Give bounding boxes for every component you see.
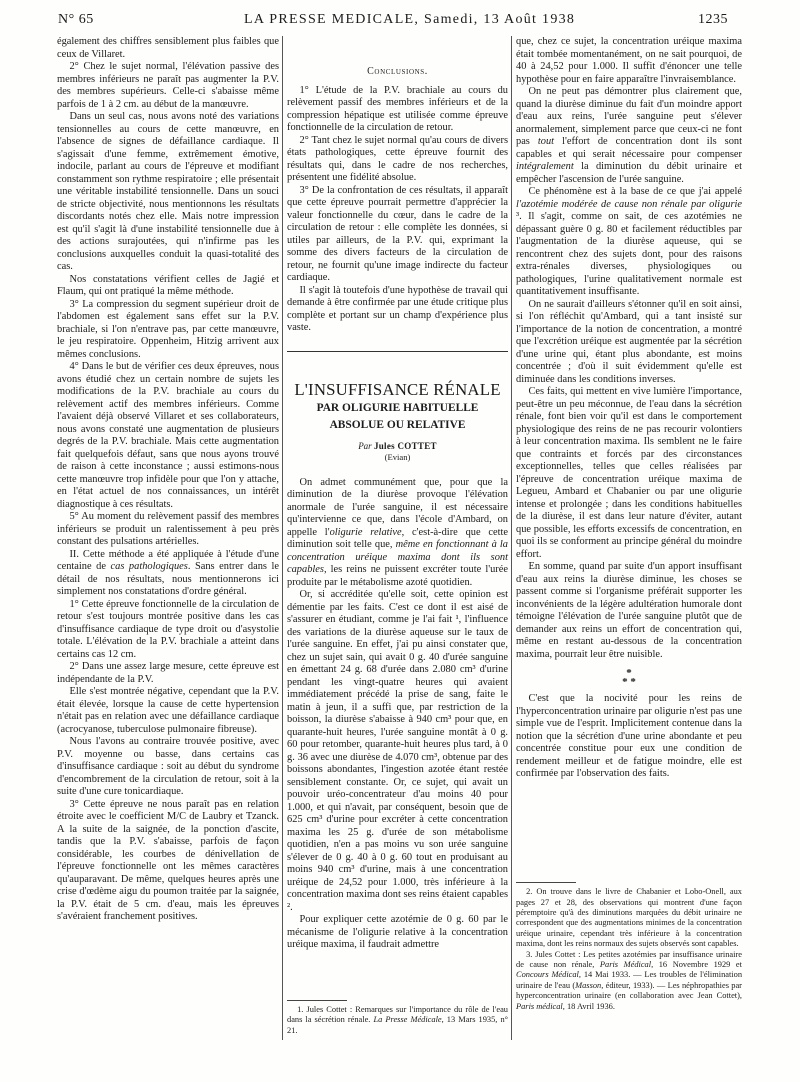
italic-text: Paris médical xyxy=(516,1001,563,1011)
conclusion-item xyxy=(287,85,508,135)
author-byline xyxy=(287,440,508,452)
section-rule xyxy=(287,351,508,352)
text-run: Ce phénomène est à la base de ce que j'ai appelé xyxy=(528,186,742,197)
paragraph xyxy=(57,299,279,362)
paragraph xyxy=(57,111,279,274)
text-run: 2° Chez le sujet normal, l'élévation passive des membres inférieurs ne paraît pas augmenter la P.V. des membres supérieurs. Celle-ci s'abaisse même parfois de 1 à 2 cm. au début de la manœuvre. xyxy=(57,61,279,110)
asterisks: * * xyxy=(622,676,636,688)
column-left xyxy=(57,36,279,924)
italic-text: tout xyxy=(537,136,555,147)
conclusion-item xyxy=(287,285,508,335)
text-run: 2° Dans une assez large mesure, cette épreuve est indépendante de la P.V. xyxy=(57,661,279,685)
text-run: Or, si accréditée qu'elle soit, cette opinion est démentie par les faits. C'est ce dont il est aisé de s'assurer en étudiant, comme je l'ai fait ¹, l'influence des variations de la diurèse aqueuse sur le taux de l'urée sanguine. En effet, j'ai pu ainsi constater que, chez un sujet sain, qui avait 0 g. 40 d'urée sanguine en émettant 24 g. 68 d'urée dans 2.080 cm³ d'urine pendant les vingt-quatre heures qui avaient immédiatement précédé la prise de sang, faite le matin à jeun, il a suffi que, par restriction de la boisson, la diurèse s'abaisse à 940 cm³ pour que, en quarante-huit heures, l'urée sanguine montât à 0 g. 60 pour retomber, quarante-huit heures plus tard, à 0 g. 36 avec une diurèse de 4.070 cm³, obtenue par des boissons abondantes, l'ingestion azotée étant restée sensiblement constante. Or, ce sujet, qui avait un pouvoir uréo-concentrateur d'au moins 40 pour 1.000, et qui n'avait, par conséquent, besoin que de 625 cm³ d'urine pour excréter à cette concentration maxima les 25 g. d'urée de son métabolisme quotidien, n'en a pas moins vu son urée sanguine s'élever de 0 g. 40 à 0 g. 60 tout en produisant au moins 940 cm³ d'urine, mais à une concentration uréique de 24,52 pour 1.000, très inférieure à la concentration maxima dont ses reins étaient capables ². xyxy=(287,589,508,913)
paragraph xyxy=(57,274,279,299)
author-affiliation: (Evian) xyxy=(384,451,411,462)
column-rule xyxy=(282,36,283,1040)
column-middle xyxy=(287,36,508,1036)
paragraph xyxy=(57,361,279,511)
text-run: , 13 Mars 1935, n° 21. xyxy=(287,1015,508,1035)
text-run: Ces faits, qui mettent en vive lumière l'importance, peut-être un peu méconnue, de l'eau dans la sécrétion rénale, font bien voir qu'il est dans le comportement physiologique des reins de ne pas recourir volontiers à leur concentration maxima. Ils semblent ne le faire que contraints et forcés par des circonstances exceptionnelles, telles que celles réalisées par l'épreuve de concentration uréique maxima de Legueu, Ambard et Chabanier ou par une oligurie intense et prolongée ; dans les conditions habituelles de la diurèse, il est dans leur nature d'éviter, autant que possible, les efforts excessifs de concentration, en quoi ils se conforment au principe général du moindre effort. xyxy=(516,386,742,560)
paragraph xyxy=(516,561,742,661)
text-run: 3. Jules Cottet : Les petites azotémies par insuffisance urinaire de cause non rénale, xyxy=(516,949,742,969)
paragraph xyxy=(516,386,742,561)
italic-text: oligurie relative xyxy=(329,526,402,538)
paragraph xyxy=(57,599,279,662)
text-run: , 14 Mai 1933. — Les troubles de l'élimination urinaire de l'eau ( xyxy=(516,970,743,990)
article-title: L'INSUFFISANCE RÉNALE xyxy=(294,379,501,399)
text-run: On ne peut pas démontrer plus clairement que, quand la diurèse diminue du fait d'un moindre apport d'eau aux reins, l'urée sanguine peut s'élever anormalement, simplement parce que ceux-ci ne font pas xyxy=(516,86,742,147)
text-run: En somme, quand par suite d'un apport insuffisant d'eau aux reins la diurèse diminue, les choses se passent comme si l'organisme préférait supporter les inconvénients de la légère adultération humorale dont témoigne l'élévation de l'urée sanguine plutôt que de demander aux reins un effort de concentration qui, même en restant au-dessous de la concentration maxima, pourrait leur être nuisible. xyxy=(516,561,742,660)
text-run: Il s'agit là toutefois d'une hypothèse de travail qui demande à être confirmée par une étude critique plus complète et portant sur un champ d'expérience plus vaste. xyxy=(287,284,508,333)
conclusion-item xyxy=(287,185,508,285)
page-number: 1235 xyxy=(698,12,728,27)
text-run: 3° Cette épreuve ne nous paraît pas en relation étroite avec le coefficient M/C de Laubry et Tzanck. A la suite de la saignée, de la ponction d'ascite, tandis que la P.V. s'abaisse, parfois de façon considérable, les courbes de dénivellation de l'épreuve fonctionnelle ont les mêmes caractères qu'auparavant. De même, quelques heures après une crise d'œdème aigu du poumon traitée par la saignée, la P.V. était de 5 cm. d'eau, mais les épreuves s'avéraient franchement positives. xyxy=(57,798,279,922)
footnote-rule xyxy=(516,882,576,883)
italic-text: même en fonctionnant à la concentration uréique maxima dont ils sont capables xyxy=(287,539,509,575)
text-run: . Sans entrer dans le détail de nos résultats, nous mentionnerons ici simplement nos constatations d'ordre général. xyxy=(57,561,280,597)
text-run: Elle s'est montrée négative, cependant que la P.V. était élevée, lorsque la cause de cette hypertension n'était pas en relation avec une défaillance cardiaque (acrocyanose, tuberculose pulmonaire fibreuse). xyxy=(57,686,279,735)
italic-text: La Presse Médicale xyxy=(373,1015,442,1025)
text-run: , éditeur, 1933). — Les néphropathies par hyperconcentration urinaire (en collaboration avec Jean Cottet), xyxy=(516,980,742,1001)
text-run: l'effort de concentration dont ils sont capables et qui serait nécessaire pour compenser xyxy=(516,136,742,160)
text-run: , c'est-à-dire que cette diminution soit telle que, xyxy=(287,526,508,550)
paragraph xyxy=(57,511,279,549)
column-right xyxy=(516,36,742,1012)
paragraph xyxy=(287,589,508,914)
text-run: On admet communément que, pour que la diminution de la diurèse provoque l'élévation anormale de l'urée sanguine, il est nécessaire qu'intervienne ce que, dans l'école d'Ambard, on appelle l' xyxy=(287,476,508,538)
conclusion-item xyxy=(287,135,508,185)
footnote-rule xyxy=(287,1000,347,1001)
italic-text: cas pathologiques xyxy=(110,561,188,572)
paragraph xyxy=(516,186,742,299)
article-header xyxy=(287,380,508,463)
article-body xyxy=(287,477,508,952)
paragraph xyxy=(516,86,742,186)
italic-text: intégralement xyxy=(516,161,574,172)
footnotes xyxy=(287,1000,508,1036)
text-run: 1° L'étude de la P.V. brachiale au cours du relèvement passif des membres inférieurs et de la compression hépatique est utilisée comme épreuve fonctionnelle de la circulation de retour. xyxy=(287,84,508,133)
paragraph xyxy=(57,549,279,599)
text-run: , 16 Novembre 1929 et xyxy=(651,959,742,969)
paragraph xyxy=(57,799,279,924)
text-run: On ne saurait d'ailleurs s'étonner qu'il en soit ainsi, si l'on réfléchit qu'Ambard, qui a tant insisté sur l'importance de la notion de concentration, a montré que l'excrétion uréique est augmentée par la sécrétion d'une urine qui, étant plus abondante, est moins concentrée ; d'où il suit évidemment qu'elle est diminuée dans les conditions inverses. xyxy=(516,298,742,385)
paragraph xyxy=(287,477,508,590)
text-run: 2. On trouve dans le livre de Chabanier et Lobo-Onell, aux pages 27 et 28, des observations qui montrent d'une façon péremptoire qu'à des diminutions marquées du débit urinaire ne correspondent que des augmentations minimes de la concentration uréique urinaire, cependant très inférieure à la concentration maxima, dont les reins normaux des sujets observés sont capables. xyxy=(516,887,742,949)
text-run: Pour expliquer cette azotémie de 0 g. 60 par le mécanisme de l'oligurie relative à la concentration uréique maxima, il faudrait admettre xyxy=(287,914,508,950)
conclusions-list xyxy=(287,85,508,335)
footnote xyxy=(516,950,742,1012)
text-run: 5° Au moment du relèvement passif des membres inférieurs se produit un ralentissement à peu près constant des pulsations artérielles. xyxy=(57,511,279,547)
text-run: également des chiffres sensiblement plus faibles que ceux de Villaret. xyxy=(57,36,279,60)
italic-text: Masson xyxy=(575,980,602,990)
text-run: Nous l'avons au contraire trouvée positive, avec P.V. moyenne ou basse, dans certains cas d'insuffisance cardiaque : soit au début du syndrome d'encombrement de la circulation de retour, soit à la suite d'une cure tonicardiaque. xyxy=(57,736,279,797)
text-run: ³. Il s'agit, comme on sait, de ces azotémies ne dépassant guère 0 g. 80 et facilement réductibles par l'augmentation de la diurèse aqueuse, qui se rencontrent chez des sujets dont, pour des raisons extra-rénales diverses, physiologiques ou pathologiques, l'urine qualitativement normale est quantitativement insuffisante. xyxy=(516,211,742,297)
paragraph xyxy=(287,914,508,952)
paragraph xyxy=(57,61,279,111)
text-run: 2° Tant chez le sujet normal qu'au cours de divers états pathologiques, cette épreuve fournit des résultats qui, dans le cadre de nos recherches, présentent une fidélité absolue. xyxy=(287,134,508,183)
article-subtitle: PAR OLIGURIE HABITUELLE xyxy=(316,401,479,414)
paragraph xyxy=(516,693,742,781)
author-name: Jules COTTET xyxy=(373,440,437,451)
footnote xyxy=(516,887,742,949)
byline-prefix: Par xyxy=(358,440,372,451)
paragraph xyxy=(57,736,279,799)
column-rule xyxy=(511,36,512,1040)
article-body-continued xyxy=(516,36,742,661)
paragraph xyxy=(516,36,742,86)
italic-text: l'azotémie modérée de cause non rénale par oligurie xyxy=(516,198,742,210)
text-run: que, chez ce sujet, la concentration uréique maxima était tombée momentanément, on ne sait pourquoi, de 40 à 24,52 pour 1.000. Il suffit d'énoncer une telle hypothèse pour en faire apparaître l'invraisemblance. xyxy=(516,36,742,85)
paragraph xyxy=(516,299,742,387)
issue-number: N° 65 xyxy=(58,12,94,27)
italic-text: Concours Médical xyxy=(516,970,579,980)
text-run: 1° Cette épreuve fonctionnelle de la circulation de retour s'est toujours montrée positive dans les cas d'insuffisance cardiaque de type droit ou d'asystolie totale. L'élévation de la P.V. brachiale a atteint dans certains cas 12 cm. xyxy=(57,598,279,660)
asterisk: * xyxy=(626,667,632,679)
text-run: II. Cette méthode a été appliquée à l'étude d'une centaine de xyxy=(57,548,279,572)
text-run: 1. Jules Cottet : Remarques sur l'importance du rôle de l'eau dans la sécrétion rénale. xyxy=(287,1004,508,1025)
footnote-list xyxy=(516,887,742,1012)
text-run: 3° La compression du segment supérieur droit de l'abdomen est également sans effet sur la P.V. brachiale, si l'on n'entrave pas, par cette manœuvre, le jeu respiratoire. Oppenheim, Hitzig arrivent aux mêmes conclusions. xyxy=(57,298,279,360)
article-subtitle: ABSOLUE OU RELATIVE xyxy=(329,418,466,431)
text-run: 4° Dans le but de vérifier ces deux épreuves, nous avons étudié chez un certain nombre de sujets les modifications de la P.V. brachiale au cours du relèvement actif des membres inférieurs. Comme l'avaient déjà observé Villaret et ses collaborateurs, nous avons constaté une augmentation de plusieurs degrés de la P.V. brachiale. Mais cette augmentation fait quelquefois défaut, sans que nous ayons trouvé de raison à cette inconstance ; aussi estimons-nous cette manœuvre trop infidèle pour que l'on y attache, en l'état actuel de nos connaissances, un intérêt diagnostique à ces résultats. xyxy=(57,361,279,510)
paragraph xyxy=(57,686,279,736)
section-separator xyxy=(516,669,742,687)
italic-text: Paris Médical xyxy=(599,959,652,969)
text-run: Nos constatations vérifient celles de Jagié et Flaum, qui ont pratiqué la même méthode. xyxy=(57,273,279,297)
text-run: 3° De la confrontation de ces résultats, il apparaît que cette épreuve pourrait permettre d'apprécier la valeur fonctionnelle du cœur, dans le cadre de la circulation de retour : elle complète les données, si utiles par ailleurs, de la P.V. qui, exprimant la somme des divers facteurs de la circulation de retour, ne fournit qu'une image indirecte du facteur cardiaque. xyxy=(287,184,508,283)
journal-title-date: LA PRESSE MEDICALE, Samedi, 13 Août 1938 xyxy=(244,12,576,27)
text-run: C'est que la nocivité pour les reins de l'hyperconcentration urinaire par oligurie n'est pas une simple vue de l'esprit. Implicitement contenue dans la notion que la sécrétion d'une urine abondante et peu concentrée constitue pour eux une condition de rendement meilleur et de fatigue moindre, elle est confirmée par l'observation des faits. xyxy=(516,693,742,779)
conclusions-heading: Conclusions. xyxy=(367,66,428,77)
footnote-list xyxy=(287,1005,508,1036)
text-run: Dans un seul cas, nous avons noté des variations tensionnelles au cours de cette manœuvre, en l'absence de signes de défaillance cardiaque. Il s'agissait d'une femme, extrêmement émotive, indocile, parlant au cours de l'épreuve et modifiant constamment son rythme respiratoire ; elle présentait une véritable instabilité tensionnelle. Dans un souci de stricte objectivité, nous mentionnons les résultats discordants notés chez elle. Mais notre impression est qu'il s'agit là d'une instabilité tensionnelle due à des actions surajoutées, qui n'infirme pas les conclusions auxquelles conduit la quasi-totalité des cas. xyxy=(57,111,279,272)
text-run: , les reins ne puissent excréter toute l'urée produite par le métabolisme azoté quotidien. xyxy=(287,564,508,588)
text-run: la diminution du débit urinaire et empêcher l'ascension de l'urée sanguine. xyxy=(516,161,742,185)
footnotes xyxy=(516,882,742,1012)
paragraph xyxy=(57,36,279,61)
paragraph xyxy=(57,661,279,686)
article-body-final xyxy=(516,693,742,781)
footnote xyxy=(287,1005,508,1036)
text-run: , 18 Avril 1936. xyxy=(562,1001,615,1011)
